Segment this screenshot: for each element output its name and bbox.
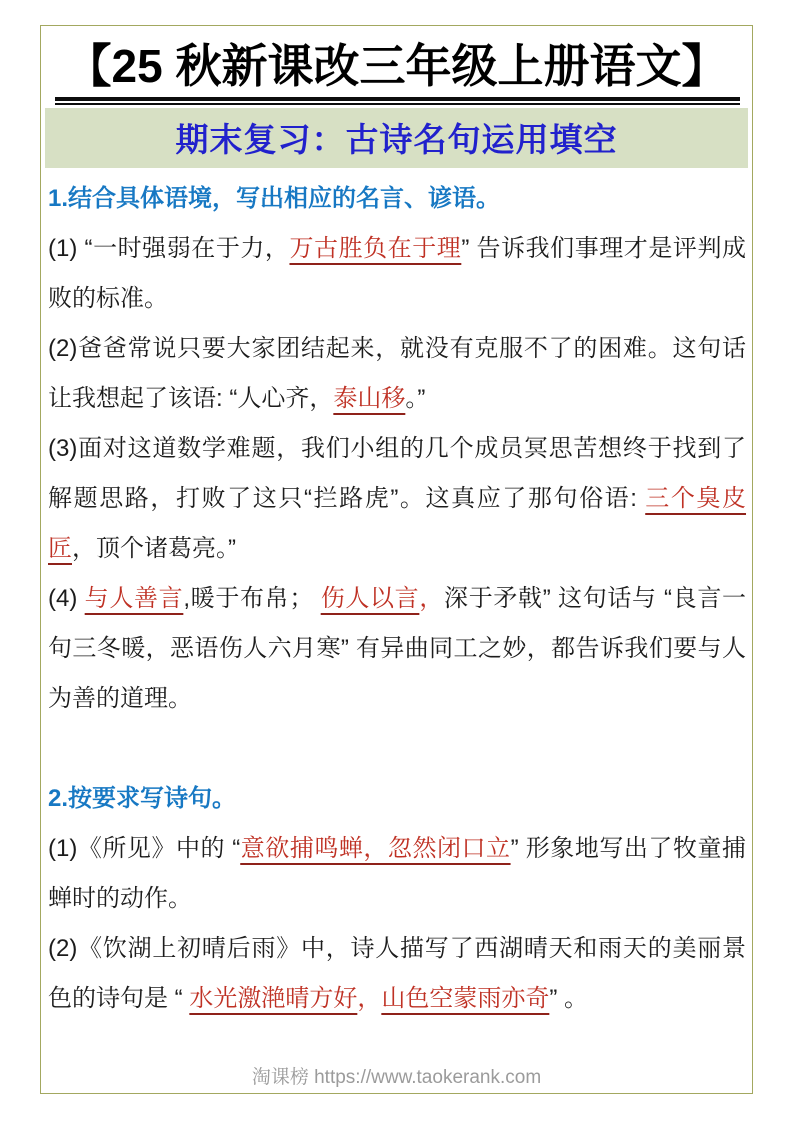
text-segment: ,暖于布帛； — [183, 585, 321, 613]
text-segment: ” 。 — [549, 985, 588, 1013]
text-segment: (1) “一时强弱在于力， — [48, 235, 290, 263]
answer-segment: 万古胜负在于理 — [289, 235, 462, 263]
text-segment: ” 告诉我们事理才是评判成败的标准。 — [48, 235, 746, 313]
question-1-2 — [48, 324, 746, 424]
footer-watermark: 淘课榜 https://www.taokerank.com — [251, 1067, 542, 1088]
text-segment: ，顶个诸葛亮。” — [72, 535, 236, 563]
question-1-1 — [48, 224, 746, 324]
question-1-3 — [48, 424, 746, 574]
answer-segment: 山色空蒙雨亦奇 — [381, 985, 550, 1013]
answer-segment: 水光激滟晴方好 — [189, 985, 358, 1013]
subtitle-banner-text: 期末复习：古诗名句运用填空 — [175, 121, 618, 159]
section-2-heading: 2.按要求写诗句。 — [48, 785, 237, 813]
answer-punct-segment: ， — [419, 585, 445, 613]
section-1-heading: 1.结合具体语境，写出相应的名言、谚语。 — [48, 185, 501, 213]
text-segment: (1)《所见》中的 “ — [48, 835, 241, 863]
question-2-1 — [48, 824, 746, 924]
worksheet-content — [41, 168, 752, 1024]
answer-segment: 意欲捕鸣蝉，忽然闭口立 — [240, 835, 511, 863]
text-segment: (4) — [48, 585, 85, 613]
answer-segment: 伤人以言 — [320, 585, 420, 613]
text-segment: (2)爸爸常说只要大家团结起来，就没有克服不了的困难。这句话让我想起了该语: “人心齐， — [48, 335, 746, 413]
answer-segment: 与人善言 — [84, 585, 184, 613]
answer-segment: 三个臭皮匠 — [48, 485, 747, 563]
text-segment: (3)面对这道数学难题，我们小组的几个成员冥思苦想终于找到了解题思路，打败了这只“拦路虎”。这真应了那句俗语: — [48, 435, 746, 513]
answer-punct-segment: ， — [357, 985, 382, 1013]
question-2-2 — [48, 924, 746, 1024]
text-segment: 。” — [405, 385, 426, 413]
text-segment: ” 形象地写出了牧童捕蝉时的动作。 — [48, 835, 746, 913]
title-divider-thick — [55, 97, 740, 101]
text-segment: 深于矛戟” 这句话与 “良言一句三冬暖，恶语伤人六月寒” 有异曲同工之妙，都告诉我们要与人为善的道理。 — [48, 585, 747, 713]
answer-segment: 泰山移 — [333, 385, 406, 413]
title-divider-thin — [55, 103, 740, 105]
subtitle-banner — [45, 108, 748, 168]
text-segment: (2)《饮湖上初晴后雨》中，诗人描写了西湖晴天和雨天的美丽景色的诗句是 “ — [48, 935, 746, 1013]
page-title: 【25 秋新课改三年级上册语文】 — [65, 40, 728, 92]
question-1-4 — [48, 574, 746, 724]
worksheet-page — [40, 25, 753, 1094]
